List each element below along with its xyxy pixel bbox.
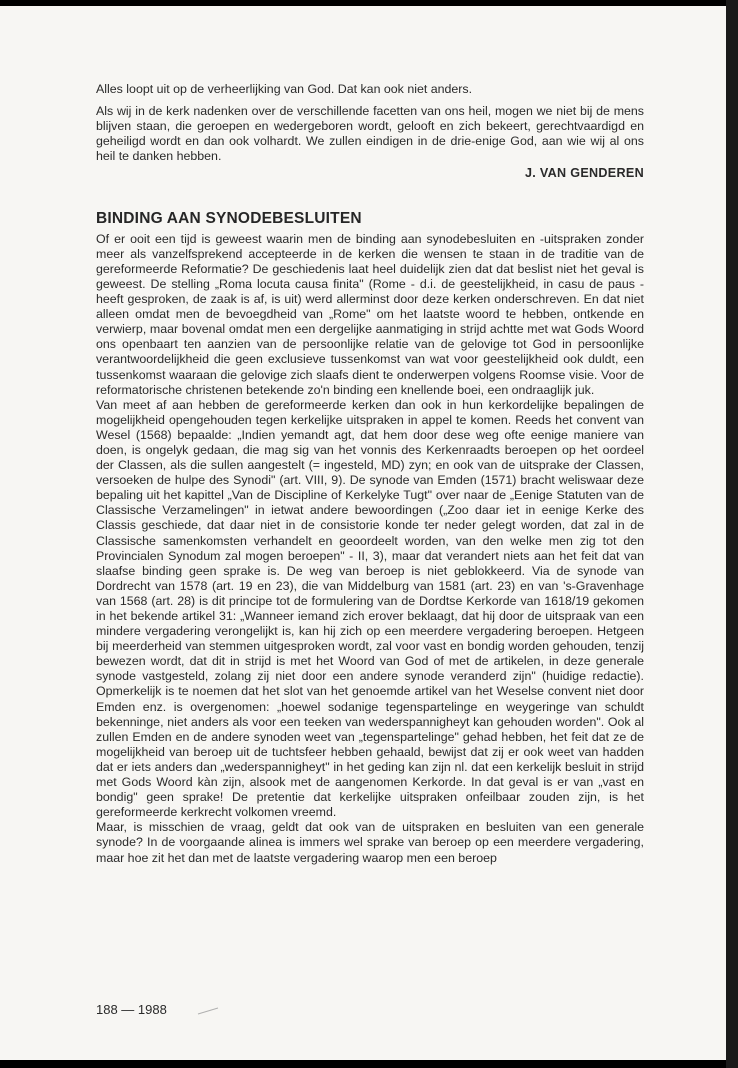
page-number: 188 — 1988 <box>96 1002 167 1017</box>
page-content <box>96 82 644 866</box>
article-heading: BINDING AAN SYNODEBESLUITEN <box>96 209 362 227</box>
author-signature: J. VAN GENDEREN <box>524 166 644 181</box>
article-paragraph: Of er ooit een tijd is geweest waarin men de binding aan synodebesluiten en -uitspraken zonder meer als vanzelfsprekend accepteerde in de kerken die wensen te staan in de traditie van de gereformeerde Reformatie? De geschiedenis laat heel duidelijk zien dat dat beslist niet het geval is geweest. De stelling „Roma locuta causa finita" (Rome - d.i. de geestelijkheid, in casu de paus - heeft gesproken, de zaak is af, is uit) werd allerminst door deze kerken onderschreven. En dat niet alleen omdat men de bevoegdheid van „Rome" om het laatste woord te hebben, ontkende en verwierp, maar bovenal omdat men een dergelijke aanmatiging in strijd achtte met wat Gods Woord ons openbaart ten aanzien van de persoonlijke relatie van de gelovige tot God in persoonlijke verantwoordelijkheid die geen exclusieve tussenkomst van wat voor geestelijkheid ook duldt, een tussenkomst waaraan die gelovige zich slaafs dient te onderwerpen volgens Roomse visie. Voor de reformatorische christenen betekende zo'n binding een knellende boei, een ondraaglijk juk. <box>96 231 644 397</box>
closing-paragraph: Als wij in de kerk nadenken over de verschillende facetten van ons heil, mogen we niet bij de mens blijven staan, die geroepen en wedergeboren wordt, gelooft en zich bekeert, gerechtvaardigd en geheiligd wordt en dan ook volhardt. We zullen eindigen in de drie-enige God, aan wie wij al ons heil te danken hebben. <box>96 104 644 164</box>
closing-sentence: Alles loopt uit op de verheerlijking van God. Dat kan ook niet anders. <box>96 82 473 96</box>
document-page <box>0 6 726 1060</box>
scan-edge <box>726 0 738 1068</box>
pencil-mark <box>196 1006 220 1016</box>
article-paragraph: Maar, is misschien de vraag, geldt dat ook van de uitspraken en besluiten van een generale synode? In de voorgaande alinea is immers wel sprake van beroep op een meerdere vergadering, maar hoe zit het dan met de laatste vergadering waarop men een beroep <box>96 820 644 865</box>
article-paragraph: Van meet af aan hebben de gereformeerde kerken dan ook in hun kerkordelijke bepalingen de mogelijkheid opengehouden tegen kerkelijke uitspraken in appel te komen. Reeds het convent van Wesel (1568) bepaalde: „Indien yemandt agt, dat hem door dese weg ofte eenige maniere van doen, is ongelyk gedaan, die mag sig van het vonnis des Kerkenraadts beroepen op het oordeel der Classen, als die sullen aangestelt (= ingesteld, MD) zyn; en ook van de uitsprake der Classen, versoeken de hulpe des Synodi" (art. VIII, 9). De synode van Emden (1571) bracht weliswaar deze bepaling uit het kapittel „Van de Discipline of Kerkelyke Tugt" over naar de „Eenige Statuten van de Classische Verzamelingen" in ietwat andere bewoordingen („Zoo daar iet in eenige Kerke des Classis geschiede, dat daar niet in de consistorie konde ter neder gelegt worden, dat zal in de Classische samenkomsten verhandelt en geoordeelt worden, van den welke men zig tot den Provincialen Synodum zal mogen beroepen" - II, 3), maar dat verandert niets aan het feit dat van slaafse binding geen sprake is. De weg van beroep is niet geblokkeerd. Via de synode van Dordrecht van 1578 (art. 19 en 23), die van Middelburg van 1581 (art. 23) en van 's-Gravenhage van 1568 (art. 28) is dit principe tot de formulering van de Dordtse Kerkorde van 1618/19 gekomen in het bekende artikel 31: „Wanneer iemand zich erover beklaagt, dat hij door de uitspraak van een mindere vergadering verongelijkt is, kan hij zich op een meerdere vergadering beroepen. Hetgeen bij meerderheid van stemmen uitgesproken wordt, zal voor vast en bondig worden gehouden, tenzij bewezen wordt, dat dit in strijd is met het Woord van God of met de artikelen, in deze generale synode vastgesteld, zolang zij niet door een andere synode veranderd zijn" (huidige redactie). Opmerkelijk is te noemen dat het slot van het genoemde artikel van het Weselse convent niet door Emden enz. is overgenomen: „hoewel sodanige tegenspartelinge en weygeringe van schuldt bekenninge, niet anders als voor een teeken van wederspannigheyt kan gehouden worden". Ook al zullen Emden en de andere synoden weet van „tegenspartelinge" gehad hebben, het feit dat ze de mogelijkheid van beroep uit de tuchtsfeer hebben gehaald, bewijst dat zij er ook weet van hadden dat er iets anders dan „wederspannigheyt" in het geding kan zijn nl. dat een kerkelijk besluit in strijd met Gods Woord kàn zijn, alsook met de aangenomen Kerkorde. In dat geval is er van „vast en bondig" geen sprake! De pretentie dat kerkelijke uitspraken onfeilbaar zouden zijn, is het gereformeerde kerkrecht volkomen vreemd. <box>96 397 644 820</box>
article-body <box>96 232 644 866</box>
